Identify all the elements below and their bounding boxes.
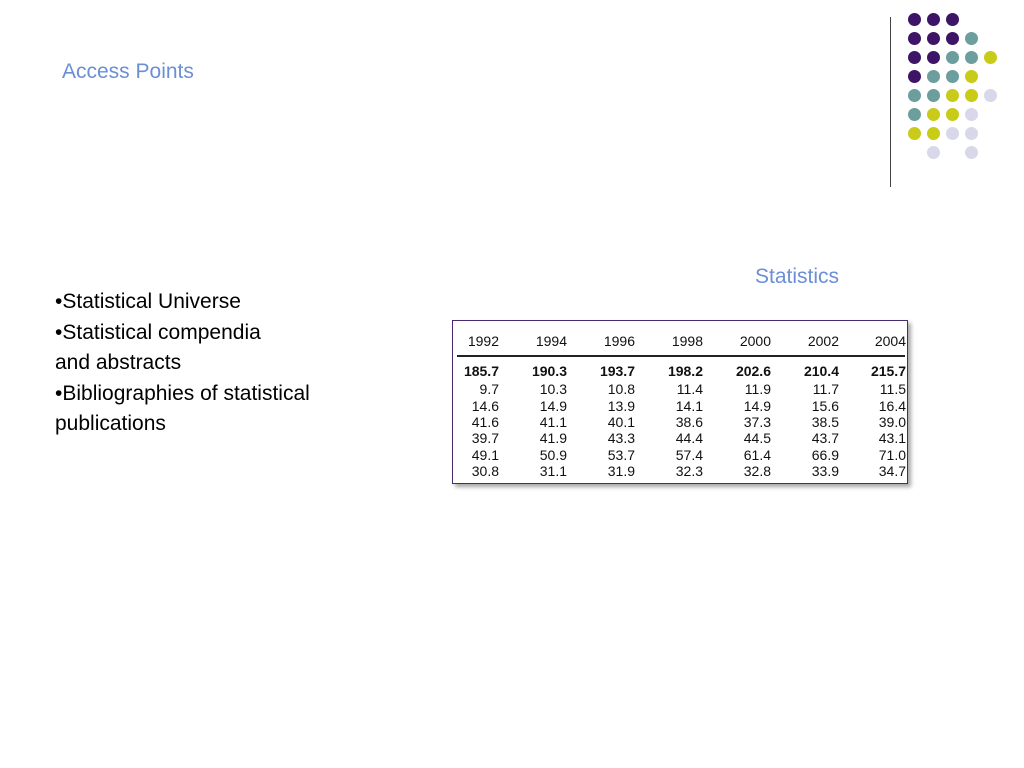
decorative-dot [908, 70, 921, 83]
table-cell: 14.1 [675, 397, 703, 414]
decorative-dot [946, 51, 959, 64]
table-cell: 210.4 [803, 363, 839, 379]
bullet-item: •Statistical compendia [55, 320, 261, 344]
decorative-dot [965, 70, 978, 83]
table-cell: 41.1 [539, 413, 567, 430]
table-cell: 11.7 [812, 381, 839, 398]
table-cell: 49.1 [471, 446, 499, 463]
decorative-dot [946, 89, 959, 102]
table-cell: 198.2 [667, 363, 703, 379]
bullet-item: publications [55, 412, 166, 435]
table-cell: 14.6 [471, 397, 499, 414]
table-cell: 10.3 [539, 381, 567, 398]
table-cell: 66.9 [811, 446, 839, 463]
table-header-row [453, 333, 907, 349]
table-cell: 10.8 [607, 381, 635, 398]
table-cell: 14.9 [539, 397, 567, 414]
table-cell: 16.4 [878, 397, 906, 414]
bullet-item: •Bibliographies of statistical [55, 381, 310, 405]
decorative-dot [908, 32, 921, 45]
year-header: 2000 [739, 333, 771, 349]
table-cell: 57.4 [675, 446, 703, 463]
decorative-dot [946, 13, 959, 26]
table-cell: 53.7 [607, 446, 635, 463]
table-row [453, 414, 907, 430]
table-cell: 38.6 [675, 413, 703, 430]
decorative-dot [984, 89, 997, 102]
table-cell: 13.9 [607, 397, 635, 414]
table-cell: 193.7 [599, 363, 635, 379]
table-cell: 11.9 [744, 381, 771, 398]
decorative-dot [908, 13, 921, 26]
decorative-dot [946, 127, 959, 140]
table-cell: 37.3 [743, 413, 771, 430]
year-header: 1994 [535, 333, 567, 349]
decorative-dot [965, 127, 978, 140]
decorative-dot [927, 89, 940, 102]
table-row [453, 447, 907, 463]
table-row [453, 430, 907, 446]
decorative-dot [908, 51, 921, 64]
table-cell: 185.7 [463, 363, 499, 379]
table-cell: 43.1 [878, 430, 906, 447]
table-cell: 15.6 [811, 397, 839, 414]
table-cell: 33.9 [811, 462, 839, 479]
year-header: 2004 [874, 333, 906, 349]
decorative-dot [965, 146, 978, 159]
table-cell: 215.7 [870, 363, 906, 379]
table-cell: 30.8 [471, 462, 499, 479]
header-rule [457, 355, 905, 357]
table-cell: 39.0 [878, 413, 906, 430]
decorative-dot [908, 89, 921, 102]
table-cell: 50.9 [539, 446, 567, 463]
table-cell: 202.6 [735, 363, 771, 379]
table-cell: 14.9 [743, 397, 771, 414]
table-cell: 40.1 [607, 413, 635, 430]
table-cell: 44.5 [743, 430, 771, 447]
table-cell: 31.9 [607, 462, 635, 479]
table-cell: 38.5 [811, 413, 839, 430]
decorative-dot [927, 70, 940, 83]
vertical-divider [890, 17, 891, 187]
decorative-dot [965, 89, 978, 102]
table-cell: 9.7 [479, 381, 499, 398]
table-cell: 11.5 [879, 381, 906, 398]
decorative-dot [927, 51, 940, 64]
slide-title: Access Points [62, 60, 194, 83]
table-cell: 71.0 [878, 446, 906, 463]
table-cell: 43.7 [811, 430, 839, 447]
decorative-dot [927, 108, 940, 121]
table-cell: 32.3 [675, 462, 703, 479]
table-row [453, 363, 907, 379]
year-header: 2002 [807, 333, 839, 349]
table-row [453, 398, 907, 414]
decorative-dot [946, 108, 959, 121]
table-cell: 31.1 [539, 462, 567, 479]
decorative-dot [946, 70, 959, 83]
decorative-dot [908, 108, 921, 121]
decorative-dot [927, 32, 940, 45]
table-cell: 34.7 [878, 462, 906, 479]
decorative-dot [984, 51, 997, 64]
decorative-dot [965, 32, 978, 45]
bullet-item: and abstracts [55, 351, 182, 374]
decorative-dot [927, 13, 940, 26]
statistics-table-image [452, 320, 908, 484]
table-cell: 32.8 [743, 462, 771, 479]
statistics-label: Statistics [755, 265, 840, 288]
year-header: 1992 [467, 333, 499, 349]
decorative-dot [946, 32, 959, 45]
table-row [453, 381, 907, 397]
table-cell: 39.7 [471, 430, 499, 447]
table-cell: 190.3 [531, 363, 567, 379]
bullet-item: •Statistical Universe [55, 290, 241, 313]
table-cell: 11.4 [676, 381, 703, 398]
decorative-dot [965, 108, 978, 121]
table-cell: 61.4 [743, 446, 771, 463]
table-row [453, 463, 907, 479]
bullet-list [55, 287, 310, 440]
decorative-dot [927, 127, 940, 140]
table-cell: 41.6 [471, 413, 499, 430]
year-header: 1996 [603, 333, 635, 349]
decorative-dot [927, 146, 940, 159]
year-header: 1998 [671, 333, 703, 349]
decorative-dot [965, 51, 978, 64]
table-cell: 44.4 [675, 430, 703, 447]
decorative-dot [908, 127, 921, 140]
table-cell: 41.9 [539, 430, 567, 447]
table-cell: 43.3 [607, 430, 635, 447]
decorative-dot-grid [908, 13, 1018, 173]
